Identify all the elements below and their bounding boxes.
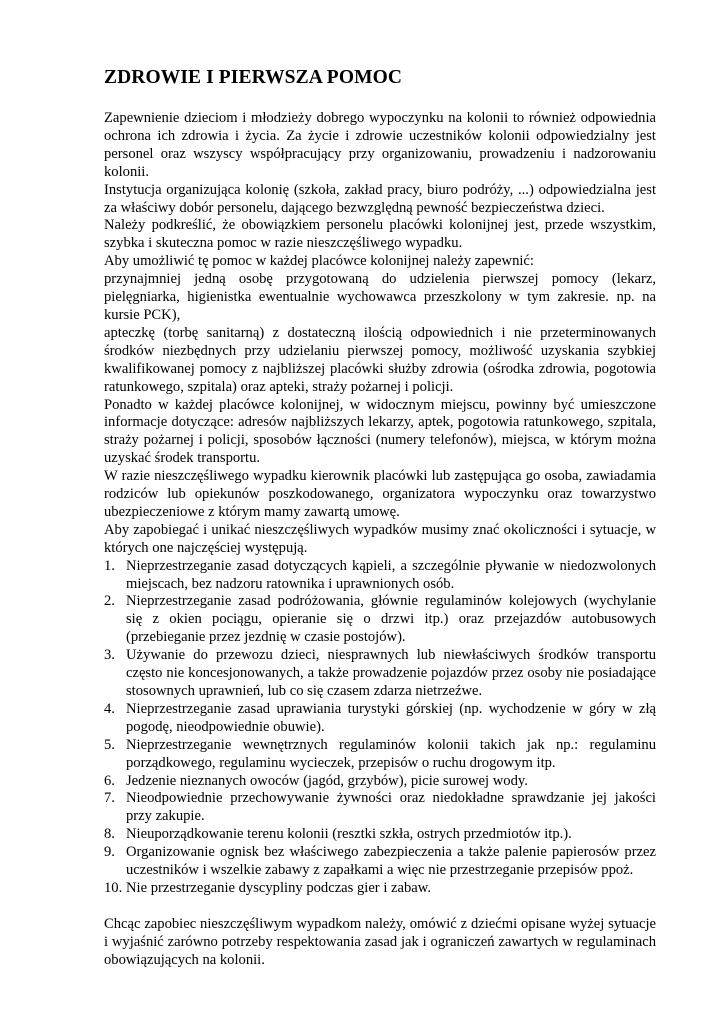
list-item-number: 7. (104, 790, 115, 807)
paragraph-accident-procedure: W razie nieszczęśliwego wypadku kierownik placówki lub zastępująca go osoba, zawiadamia rodziców lub opiekunów poszkodowanego, organizatora wypoczynku oraz towarzystwo ubezpieczeniowe z którym mamy zawartą umowę. (104, 468, 656, 520)
paragraph-information-notice: Ponadto w każdej placówce kolonijnej, w widocznym miejscu, powinny być umieszczone informacje dotyczące: adresów najbliższych lekarzy, aptek, pogotowia ratunkowego, szpitala, straży pożarnej i policji, sposobów łączności (numery telefonów), miejsca, w którym można uzyskać środek transportu. (104, 396, 656, 467)
list-item (104, 880, 656, 898)
paragraph-closing: Chcąc zapobiec nieszczęśliwym wypadkom należy, omówić z dziećmi opisane wyżej sytuacje i wyjaśnić zarówno potrzeby respektowania zasad jak i ograniczeń zawartych w regulaminach obowiązujących na kolonii. (104, 915, 656, 968)
paragraph-obligation: Należy podkreślić, że obowiązkiem personelu placówki kolonijnej jest, przede wszystkim, szybka i skuteczna pomoc w razie nieszczęśliwego wypadku. (104, 217, 656, 252)
list-item-text: Nieuporządkowanie terenu kolonii (resztki szkła, ostrych przedmiotów itp.). (126, 826, 572, 843)
list-item-number: 4. (104, 700, 115, 717)
paragraph-intro: Zapewnienie dzieciom i młodzieży dobrego wypoczynku na kolonii to również odpowiednia ochrona ich zdrowia i życia. Za życie i zdrowie uczestników kolonii odpowiedzialny jest personel oraz wszyscy współpracujący przy organizowaniu, prowadzeniu i nadzorowaniu kolonii. (104, 110, 656, 180)
accident-causes-list (104, 558, 656, 898)
list-item (104, 701, 656, 737)
list-item (104, 826, 656, 844)
list-item-text: Organizowanie ognisk bez właściwego zabezpieczenia a także palenie papierosów przez uczestników i wszelkie zabawy z zapałkami a więc nie przestrzeganie przepisów ppoż. (126, 844, 656, 879)
list-item (104, 593, 656, 647)
list-item-number: 9. (104, 844, 115, 861)
list-item (104, 773, 656, 791)
paragraph-requirements-intro: Aby umożliwić tę pomoc w każdej placówce kolonijnej należy zapewnić: (104, 253, 534, 270)
paragraph-first-aid-kit: apteczkę (torbę sanitarną) z dostateczną ilością odpowiednich i nie przeterminowanych środków niezbędnych przy udzielaniu pierwszej pomocy, możliwość uzyskania szybkiej kwalifikowanej pomocy z najbliższej placówki służby zdrowia (ośrodka zdrowia, pogotowia ratunkowego, szpitala) oraz apteki, straży pożarnej i policji. (104, 324, 656, 395)
list-item-text: Nieprzestrzeganie wewnętrznych regulaminów kolonii takich jak np.: regulaminu porządkowego, regulaminu wycieczek, przepisów o ruchu drogowym itp. (126, 736, 656, 771)
list-item-text: Nieprzestrzeganie zasad uprawiania turystyki górskiej (np. wychodzenie w góry w złą pogodę, nieodpowiednie obuwie). (126, 700, 656, 735)
paragraph-spacer (104, 898, 656, 916)
list-item-text: Jedzenie nieznanych owoców (jagód, grzybów), picie surowej wody. (126, 772, 528, 789)
paragraph-list-intro: Aby zapobiegać i unikać nieszczęśliwych wypadków musimy znać okoliczności i sytuacje, w których one najczęściej występują. (104, 521, 656, 556)
list-item-number: 10. (104, 879, 123, 896)
list-item-text: Nie przestrzeganie dyscypliny podczas gier i zabaw. (126, 879, 431, 896)
list-item (104, 790, 656, 826)
list-item-text: Nieprzestrzeganie zasad podróżowania, głównie regulaminów kolejowych (wychylanie się z okien pociągu, opieranie się o drzwi itp.) oraz przejazdów autobusowych (przebieganie przez jezdnię w czasie postojów). (126, 593, 656, 646)
paragraph-first-aid-person: przynajmniej jedną osobę przygotowaną do udzielenia pierwszej pomocy (lekarz, pielęgniarka, higienistka ewentualnie wychowawca przeszkolony w tym zakresie. np. na kursie PCK), (104, 271, 656, 323)
list-item-text: Nieodpowiednie przechowywanie żywności oraz niedokładne sprawdzanie jej jakości przy zakupie. (126, 790, 656, 825)
list-item-number: 3. (104, 647, 115, 664)
list-item-number: 5. (104, 736, 115, 753)
list-item (104, 737, 656, 773)
list-item-number: 2. (104, 593, 115, 610)
list-item (104, 558, 656, 594)
list-item-text: Używanie do przewozu dzieci, niesprawnych lub niewłaściwych środków transportu często nie koncesjonowanych, a także prowadzenie pojazdów przez osoby nie posiadające stosownych uprawnień, lub co się czasem zdarza nietrzeźwe. (126, 647, 656, 699)
list-item-text: Nieprzestrzeganie zasad dotyczących kąpieli, a szczególnie pływanie w niedozwolonych miejscach, bez nadzoru ratownika i uprawnionych osób. (126, 557, 656, 592)
document-title: ZDROWIE I PIERWSZA POMOC (104, 67, 403, 88)
paragraph-institution: Instytucja organizująca kolonię (szkoła, zakład pracy, biuro podróży, ...) odpowiedzialna jest za właściwy dobór personelu, dającego bezwzględną pewność bezpieczeństwa dzieci. (104, 181, 656, 216)
list-item (104, 647, 656, 701)
list-item-number: 8. (104, 826, 115, 843)
document-page (104, 66, 656, 970)
list-item-number: 6. (104, 772, 115, 789)
list-item-number: 1. (104, 557, 115, 574)
list-item (104, 844, 656, 880)
